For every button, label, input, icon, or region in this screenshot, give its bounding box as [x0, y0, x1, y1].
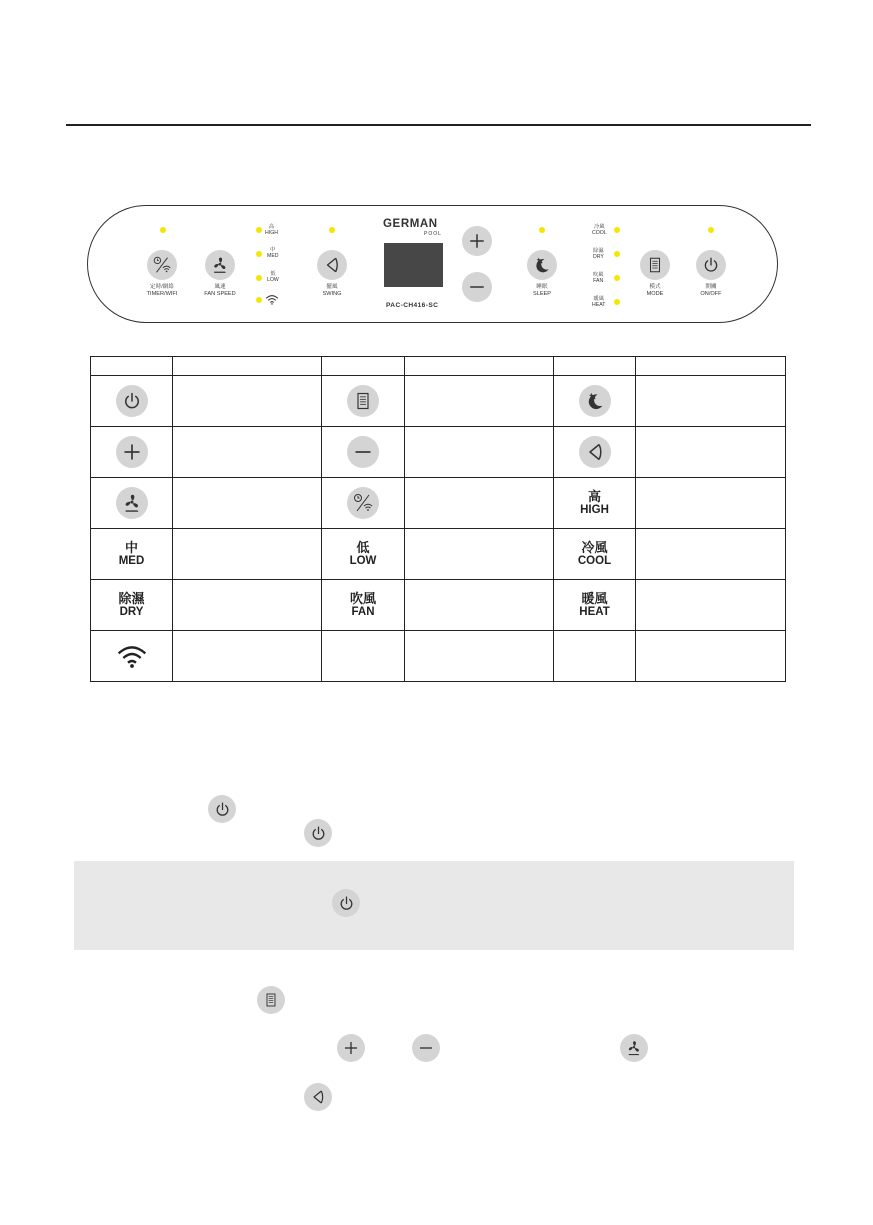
inline-power-button [304, 819, 332, 847]
timer-wifi-icon [151, 254, 173, 276]
power-led [708, 227, 714, 233]
wifi-icon [116, 644, 148, 668]
power-icon [214, 801, 231, 818]
sleep-label: 睡眠 SLEEP [532, 284, 552, 297]
low-led [256, 275, 262, 281]
legend-text-heat: 暖風 HEAT [579, 591, 610, 618]
fan-icon [625, 1039, 643, 1057]
swing-icon [585, 442, 605, 462]
legend-text-fan: 吹風 FAN [349, 591, 376, 618]
legend-sleep-button [579, 385, 611, 417]
speed-label-med: 中 MED [267, 247, 279, 259]
legend-fan-button [116, 487, 148, 519]
table-row [91, 580, 786, 631]
brand-sub: POOL [424, 231, 442, 237]
legend-text-med: 中 MED [118, 540, 145, 567]
plus-icon [343, 1040, 359, 1056]
timer-wifi-button[interactable] [147, 250, 177, 280]
table-row [91, 529, 786, 580]
legend-minus-button [347, 436, 379, 468]
sleep-led [539, 227, 545, 233]
swing-icon [323, 256, 341, 274]
fan-led [614, 275, 620, 281]
inline-power-button [208, 795, 236, 823]
table-row [91, 427, 786, 478]
table-header-row [91, 357, 786, 376]
legend-mode-button [347, 385, 379, 417]
minus-icon [353, 442, 373, 462]
med-led [256, 251, 262, 257]
swing-led [329, 227, 335, 233]
power-icon [310, 825, 327, 842]
legend-text-high: 高 HIGH [580, 489, 609, 516]
minus-button[interactable] [462, 272, 492, 302]
power-button[interactable] [696, 250, 726, 280]
mode-button[interactable] [640, 250, 670, 280]
table-row [91, 631, 786, 682]
sleep-icon [532, 255, 552, 275]
plus-icon [468, 232, 486, 250]
mode-label-heat: 暖風 HEAT [592, 296, 606, 308]
inline-power-button [332, 889, 360, 917]
legend-power-button [116, 385, 148, 417]
sleep-icon [584, 390, 606, 412]
model-number: PAC-CH416-SC [386, 302, 439, 309]
mode-icon [646, 256, 664, 274]
fan-speed-label: 風速 FAN SPEED [204, 284, 236, 297]
wifi-icon [265, 294, 279, 305]
dry-led [614, 251, 620, 257]
mode-icon [353, 391, 373, 411]
mode-label-dry: 除濕 DRY [593, 248, 604, 260]
legend-swing-button [579, 436, 611, 468]
swing-label: 擺風 SWING [322, 284, 342, 297]
power-icon [702, 256, 720, 274]
inline-mode-button [257, 986, 285, 1014]
heat-led [614, 299, 620, 305]
mode-label: 模式 MODE [646, 284, 664, 297]
fan-icon [121, 492, 143, 514]
mode-label-fan: 吹風 FAN [593, 272, 604, 284]
speed-label-high: 高 HIGH [265, 224, 278, 236]
mode-icon [263, 992, 279, 1008]
legend-timer-wifi-button [347, 487, 379, 519]
button-legend-table [90, 356, 786, 682]
minus-icon [418, 1040, 434, 1056]
power-icon [122, 391, 142, 411]
plus-icon [122, 442, 142, 462]
wifi-led [256, 297, 262, 303]
fan-icon [210, 255, 230, 275]
fan-speed-button[interactable] [205, 250, 235, 280]
power-icon [338, 895, 355, 912]
mode-label-cool: 冷風 COOL [592, 224, 607, 236]
legend-text-dry: 除濕 DRY [118, 591, 145, 618]
table-row [91, 478, 786, 529]
legend-text-cool: 冷風 COOL [577, 540, 612, 567]
sleep-button[interactable] [527, 250, 557, 280]
inline-fan-button [620, 1034, 648, 1062]
legend-text-low: 低 LOW [349, 540, 377, 567]
brand-logo: GERMAN [383, 218, 438, 230]
digital-display [384, 243, 443, 287]
timer-label: 定時/網絡 TIMER/WIFI [146, 284, 178, 297]
inline-minus-button [412, 1034, 440, 1062]
minus-icon [468, 278, 486, 296]
swing-button[interactable] [317, 250, 347, 280]
timer-led [160, 227, 166, 233]
cool-led [614, 227, 620, 233]
note-box [74, 861, 794, 950]
table-row [91, 376, 786, 427]
top-rule [66, 124, 811, 126]
timer-wifi-icon [351, 491, 375, 515]
high-led [256, 227, 262, 233]
plus-button[interactable] [462, 226, 492, 256]
swing-icon [310, 1089, 326, 1105]
power-label: 開關 ON/OFF [700, 284, 722, 297]
inline-swing-button [304, 1083, 332, 1111]
inline-plus-button [337, 1034, 365, 1062]
legend-plus-button [116, 436, 148, 468]
speed-label-low: 低 LOW [267, 271, 279, 283]
